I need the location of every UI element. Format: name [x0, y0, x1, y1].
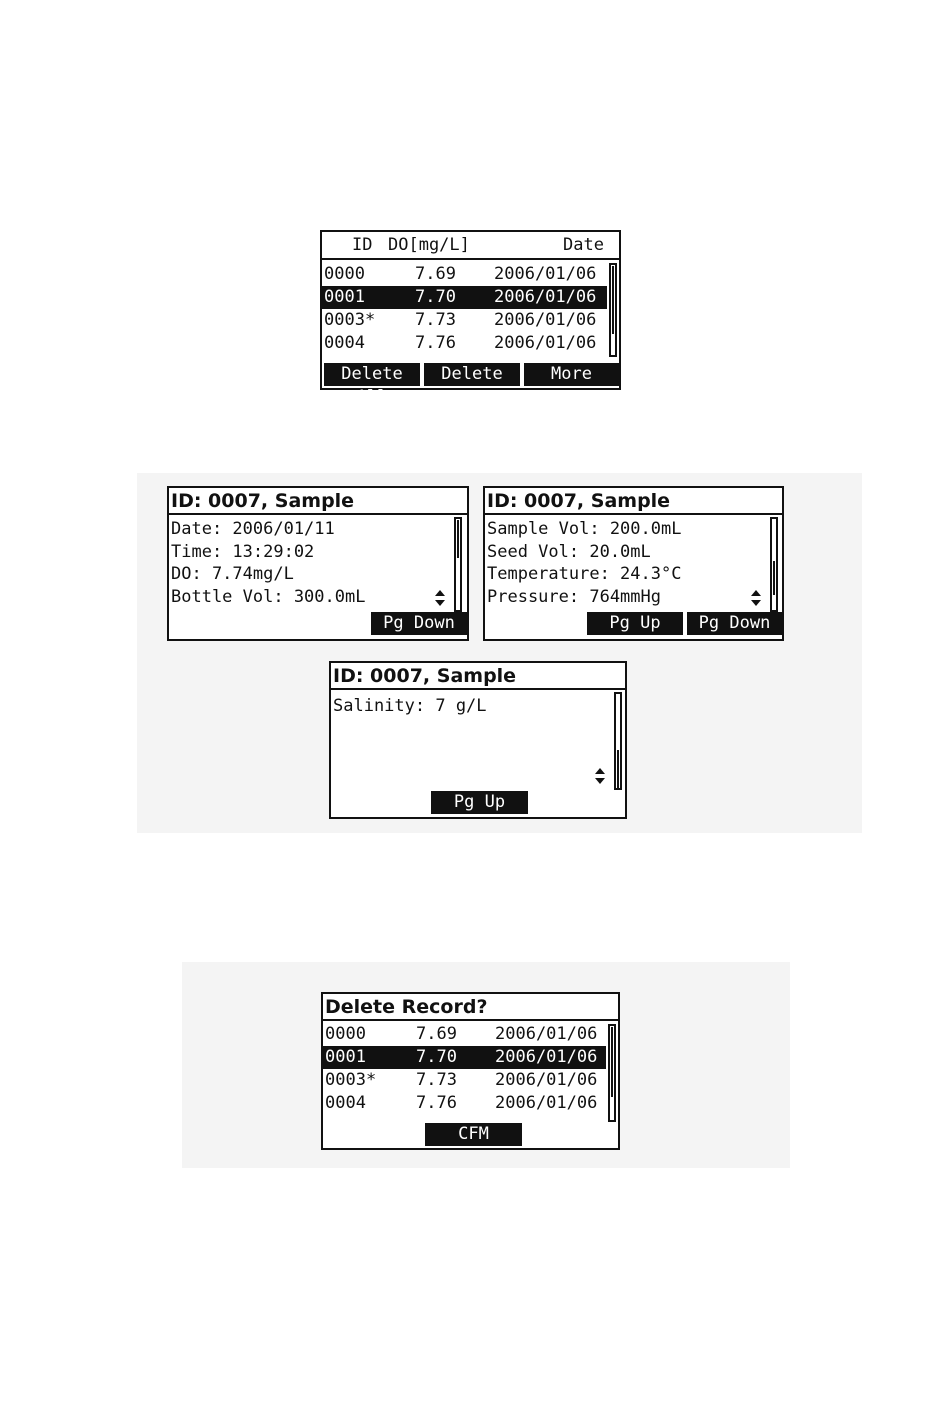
log-row[interactable]: [322, 332, 607, 355]
up-down-arrows-icon: [750, 589, 762, 607]
row-do: 7.70: [416, 1047, 457, 1067]
list-scrollbar[interactable]: [609, 263, 617, 357]
scrollbar-thumb[interactable]: [612, 266, 614, 334]
row-date: 2006/01/06: [495, 1024, 598, 1044]
row-date: 2006/01/06: [494, 310, 597, 330]
row-date: 2006/01/06: [495, 1047, 598, 1067]
screen-title: ID: 0007, Sample: [169, 488, 467, 515]
up-down-arrows-icon: [594, 767, 606, 785]
detail-scrollbar[interactable]: [614, 692, 622, 790]
column-header-do: DO[mg/L]: [388, 235, 470, 255]
detail-page-1-screen: [167, 486, 469, 641]
detail-scrollbar[interactable]: [454, 517, 462, 612]
detail-scrollbar[interactable]: [770, 517, 778, 612]
scrollbar-thumb[interactable]: [617, 750, 619, 788]
row-id: 0000: [325, 1024, 366, 1044]
scrollbar-thumb[interactable]: [611, 1027, 613, 1097]
detail-line-date: Date: 2006/01/11: [171, 519, 335, 539]
column-header-id: ID: [352, 235, 373, 255]
delete-all-button[interactable]: Delete All: [324, 363, 420, 386]
log-row[interactable]: [323, 1023, 606, 1046]
row-id: 0000: [324, 264, 365, 284]
row-id: 0003*: [324, 310, 376, 330]
pg-down-button[interactable]: Pg Down: [371, 612, 467, 635]
log-row-selected[interactable]: [323, 1046, 606, 1069]
cfm-button[interactable]: CFM: [425, 1123, 522, 1146]
row-date: 2006/01/06: [495, 1093, 598, 1113]
row-id: 0001: [325, 1047, 366, 1067]
row-do: 7.70: [415, 287, 456, 307]
row-id: 0003*: [325, 1070, 377, 1090]
detail-line-bottle-vol: Bottle Vol: 300.0mL: [171, 587, 366, 607]
detail-page-3-screen: [329, 661, 627, 819]
screen-title: ID: 0007, Sample: [331, 663, 625, 690]
header-divider: [322, 258, 619, 260]
detail-line-salinity: Salinity: 7 g/L: [333, 696, 487, 716]
log-row[interactable]: [323, 1092, 606, 1115]
log-row[interactable]: [322, 263, 607, 286]
pg-up-button[interactable]: Pg Up: [431, 791, 528, 814]
row-id: 0001: [324, 287, 365, 307]
detail-line-pressure: Pressure: 764mmHg: [487, 587, 661, 607]
detail-page-2-screen: [483, 486, 784, 641]
row-id: 0004: [324, 333, 365, 353]
row-date: 2006/01/06: [495, 1070, 598, 1090]
row-id: 0004: [325, 1093, 366, 1113]
row-date: 2006/01/06: [494, 333, 597, 353]
detail-line-temperature: Temperature: 24.3°C: [487, 564, 682, 584]
log-row[interactable]: [322, 309, 607, 332]
scrollbar-thumb[interactable]: [773, 561, 775, 595]
row-do: 7.73: [416, 1070, 457, 1090]
pg-up-button[interactable]: Pg Up: [587, 612, 683, 635]
row-date: 2006/01/06: [494, 287, 597, 307]
row-do: 7.69: [415, 264, 456, 284]
log-row-selected[interactable]: [322, 286, 607, 309]
pg-down-button[interactable]: Pg Down: [687, 612, 782, 635]
screen-title: Delete Record?: [323, 994, 618, 1021]
delete-button[interactable]: Delete: [424, 363, 520, 386]
log-list-screen: [320, 230, 621, 407]
row-do: 7.69: [416, 1024, 457, 1044]
row-date: 2006/01/06: [494, 264, 597, 284]
column-header-date: Date: [563, 235, 604, 255]
list-scrollbar[interactable]: [608, 1024, 616, 1122]
log-row[interactable]: [323, 1069, 606, 1092]
detail-line-time: Time: 13:29:02: [171, 542, 315, 562]
detail-line-do: DO: 7.74mg/L: [171, 564, 294, 584]
row-do: 7.76: [416, 1093, 457, 1113]
delete-record-screen: [321, 992, 620, 1150]
scrollbar-thumb[interactable]: [457, 520, 459, 558]
row-do: 7.73: [415, 310, 456, 330]
row-do: 7.76: [415, 333, 456, 353]
more-button[interactable]: More: [524, 363, 619, 386]
detail-line-sample-vol: Sample Vol: 200.0mL: [487, 519, 682, 539]
screen-title: ID: 0007, Sample: [485, 488, 782, 515]
up-down-arrows-icon: [434, 589, 446, 607]
detail-line-seed-vol: Seed Vol: 20.0mL: [487, 542, 651, 562]
